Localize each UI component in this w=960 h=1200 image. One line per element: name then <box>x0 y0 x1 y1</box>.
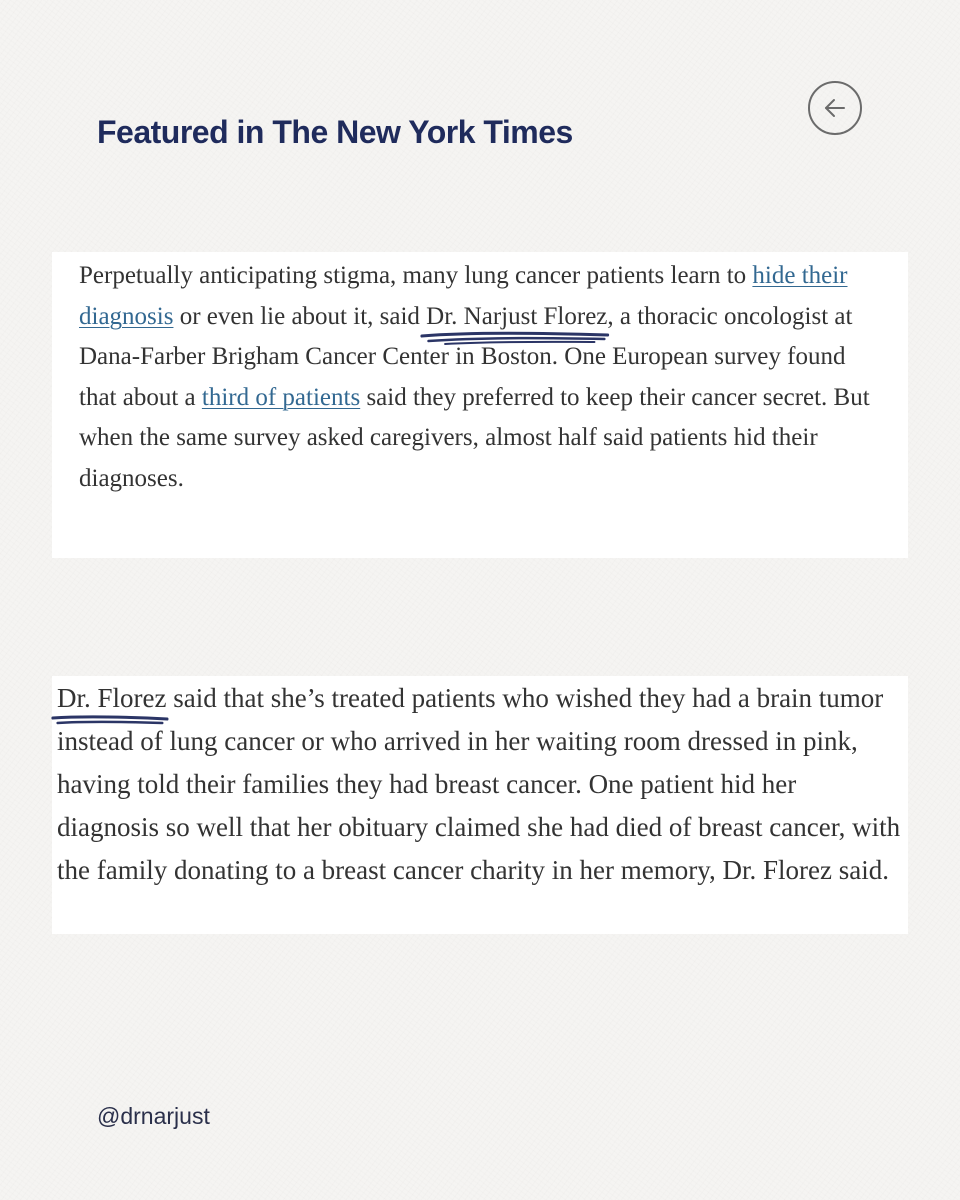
highlighted-name-text: Dr. Narjust Florez <box>426 302 608 330</box>
excerpt-1-text-1: Perpetually anticipating stigma, many lung cancer patients learn to <box>79 262 753 289</box>
author-handle: @drnarjust <box>97 1103 210 1129</box>
highlighted-name <box>57 677 166 720</box>
highlighted-name <box>426 297 607 338</box>
marker-underline <box>420 330 611 346</box>
excerpt-1-paragraph <box>79 256 882 499</box>
back-button[interactable] <box>808 81 862 135</box>
excerpt-2-text-1: said that she’s treated patients who wished they had a brain tumor instead of lung cancer or who arrived in her waiting room dressed in pink, having told their families they had breast cancer. One patient hid her diagnosis so well that her obituary claimed she had died of breast cancer, with the family donating to a breast cancer charity in her memory, Dr. Florez said. <box>57 683 901 885</box>
excerpt-2-paragraph <box>57 677 904 892</box>
article-excerpt-1 <box>52 252 908 558</box>
excerpt-1-text-3: , a thoracic oncologist at Dana-Farber Brigham Cancer Center in Boston. One European survey found that about a <box>79 302 853 411</box>
excerpt-1-text-4: said they preferred to keep their cancer secret. But when the same survey asked caregivers, almost half said patients hid their diagnoses. <box>79 383 870 492</box>
excerpt-1-text-2: or even lie about it, said <box>173 302 427 330</box>
hide-their-diagnosis-link[interactable]: hide their diagnosis <box>79 262 848 330</box>
third-of-patients-link[interactable]: third of patients <box>201 383 361 411</box>
arrow-left-icon <box>821 94 849 122</box>
page-title: Featured in The New York Times <box>97 114 573 150</box>
highlighted-name-text: Dr. Florez <box>57 683 167 713</box>
article-excerpt-2 <box>52 676 908 934</box>
marker-underline <box>51 713 170 729</box>
